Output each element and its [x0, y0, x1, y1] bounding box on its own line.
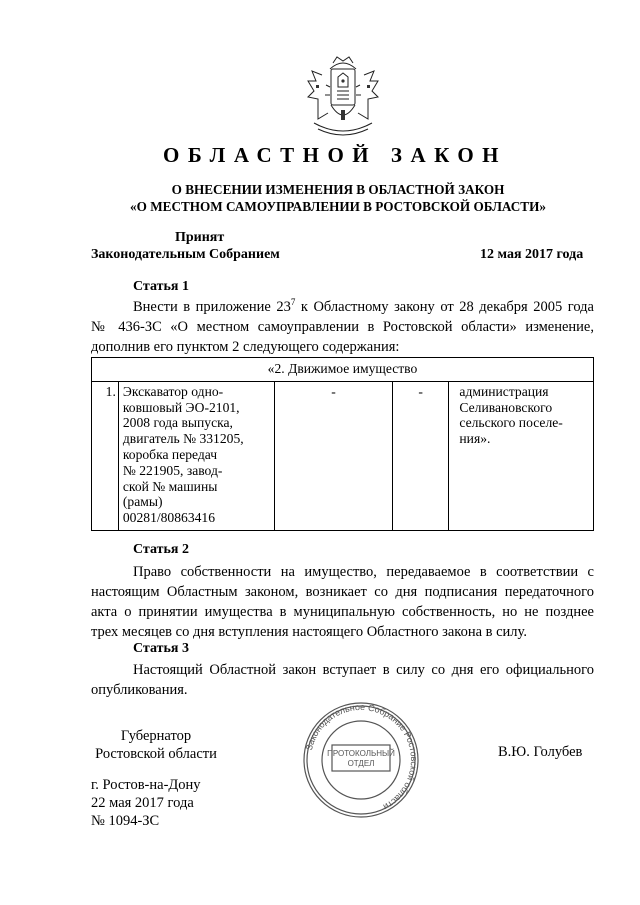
issue-date: 22 мая 2017 года — [91, 795, 194, 811]
issue-details — [91, 776, 201, 830]
article-1-line-3: дополнив его пунктом 2 следующего содержания: — [91, 339, 400, 355]
article-1-heading: Статья 1 — [133, 279, 189, 294]
signatory-position — [91, 727, 221, 763]
signatory-region: Ростовской области — [95, 746, 217, 762]
article-2-line-3: акта о принятии имущества в муниципальную собственность, но не позднее — [91, 604, 594, 620]
table-header: «2. Движимое имущество — [92, 358, 594, 382]
table-row — [92, 381, 594, 530]
article-3-heading: Статья 3 — [133, 641, 189, 656]
signatory-title: Губернатор — [120, 728, 192, 744]
stamp-outer-text: Законодательное Собрание Ростовской области — [304, 701, 420, 813]
appendix-superscript: 7 — [290, 297, 296, 308]
stamp-inner-line-1: ПРОТОКОЛЬНЫЙ — [327, 749, 395, 758]
property-table — [91, 357, 594, 531]
item-description: Экскаватор одно- ковшовый ЭО-2101, 2008 года выпуска, двигатель № 331205, коробка передач № 221905, завод- ской № машины (рамы) 00281/80863416 — [118, 381, 274, 530]
document-title: ОБЛАСТНОЙ ЗАКОН — [162, 143, 507, 167]
adoption-date: 12 мая 2017 года — [480, 247, 584, 262]
official-stamp — [296, 700, 426, 820]
article-1-line-2: № 436-ЗС «О местном самоуправлении в Ростовской области» изменение, — [91, 319, 594, 335]
subtitle-line-2: «О МЕСТНОМ САМОУПРАВЛЕНИИ В РОСТОВСКОЙ ОБЛАСТИ» — [130, 199, 546, 214]
article-2-heading: Статья 2 — [133, 542, 189, 557]
stamp-inner-line-2: ОТДЕЛ — [347, 759, 375, 768]
article-2-line-1: Право собственности на имущество, передаваемое в соответствии с — [133, 564, 594, 580]
subtitle-line-1: О ВНЕСЕНИИ ИЗМЕНЕНИЯ В ОБЛАСТНОЙ ЗАКОН — [171, 182, 505, 197]
signatory-name: В.Ю. Голубев — [498, 744, 583, 760]
article-3-text — [91, 660, 594, 700]
article-3-line-2: опубликования. — [91, 682, 188, 698]
article-1-text-start: Внести в приложение 23 — [133, 299, 291, 315]
law-number: № 1094-ЗС — [91, 813, 160, 829]
item-col-3: - — [275, 381, 393, 530]
adopted-label: Принят — [175, 230, 225, 245]
issue-city: г. Ростов-на-Дону — [91, 777, 201, 793]
article-2-text — [91, 562, 594, 642]
coat-of-arms-icon — [300, 55, 386, 139]
table-header-row — [92, 358, 594, 382]
row-number: 1. — [92, 381, 119, 530]
article-3-line-1: Настоящий Областной закон вступает в силу со дня его официального — [133, 662, 594, 678]
document-subtitle — [0, 181, 640, 215]
adopted-by: Законодательным Собранием — [91, 247, 280, 262]
article-2-line-4: трех месяцев со дня вступления настоящего Областного закона в силу. — [91, 624, 527, 640]
article-1-text — [91, 297, 594, 357]
item-owner: администрация Селивановского сельского поселе- ния». — [449, 381, 594, 530]
article-2-line-2: настоящим Областным законом, возникает со дня подписания передаточного — [91, 584, 594, 600]
article-1-text-rest: к Областному закону от 28 декабря 2005 года — [295, 299, 594, 315]
item-col-4: - — [392, 381, 448, 530]
